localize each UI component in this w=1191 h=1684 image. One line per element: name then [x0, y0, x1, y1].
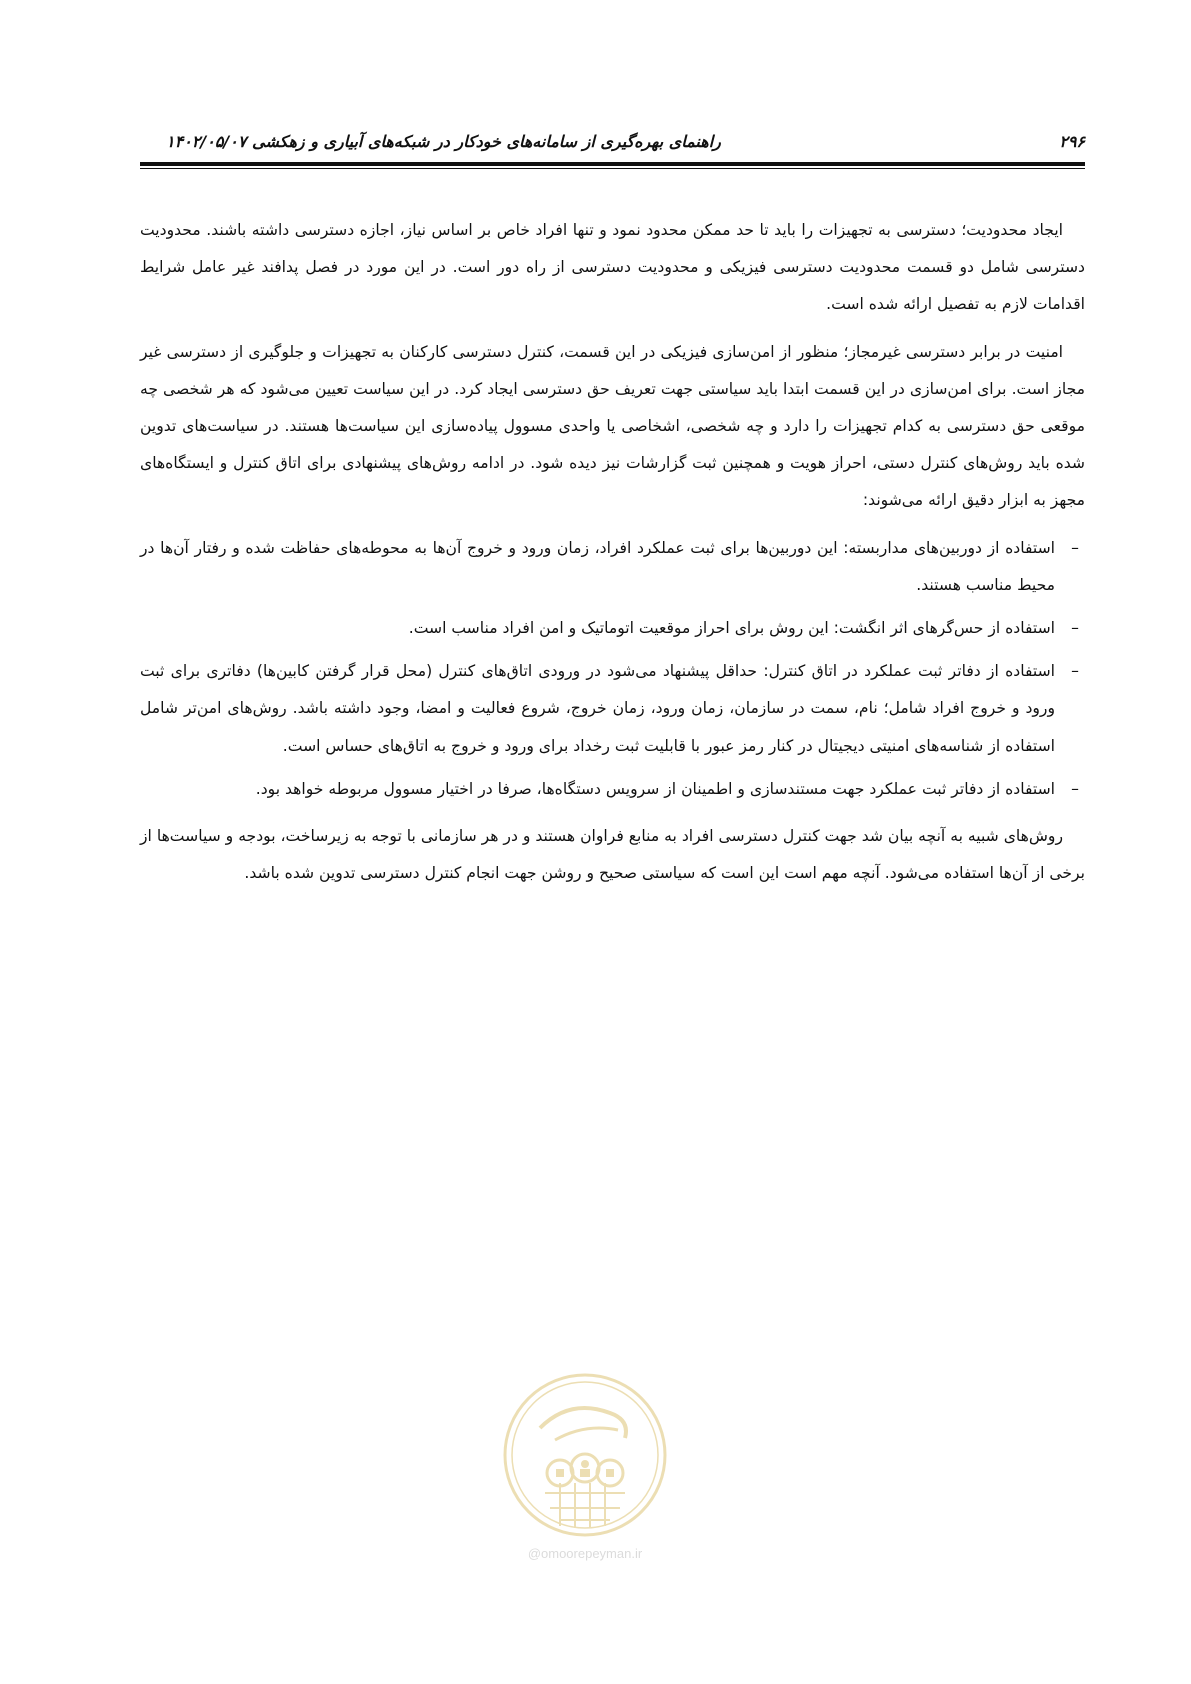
paragraph-access-restriction: ایجاد محدودیت؛ دسترسی به تجهیزات را باید تا حد ممکن محدود نمود و تنها افراد خاص بر اساس نیاز، اجازه دسترسی داشته باشند. محدودیت دسترسی شامل دو قسمت محدودیت دسترسی فیزیکی و محدودیت دسترسی از راه دور است. در این مورد در فصل پدافند غیر عامل شرایط اقدامات لازم به تفصیل ارائه شده است. — [140, 221, 1085, 314]
list-item — [140, 610, 1079, 647]
list-item-text: استفاده از دفاتر ثبت عملکرد جهت مستندسازی و اطمینان از سرویس دستگاه‌ها، صرفا در اختیار مسوول مربوطه خواهد بود. — [255, 779, 1055, 798]
running-title — [140, 132, 721, 151]
list-item — [140, 771, 1079, 808]
list-item-text: استفاده از حس‌گرهای اثر انگشت: این روش برای احراز موقعیت اتوماتیک و امن افراد مناسب است. — [408, 619, 1055, 638]
bullet-list — [140, 530, 1085, 808]
page-header — [140, 128, 1085, 158]
header-rule-thin — [140, 168, 1085, 169]
bullet-dash: – — [1071, 619, 1079, 638]
watermark-handle: @omoorepeyman.ir — [527, 1546, 643, 1561]
list-item-text: استفاده از دفاتر ثبت عملکرد در اتاق کنترل: حداقل پیشنهاد می‌شود در ورودی اتاق‌های کنترل (محل قرار گرفتن کابین‌ها) دفاتری برای ثبت ورود و خروج افراد شامل؛ نام، سمت در سازمان، زمان ورود، زمان خروج، شروع فعالیت و امضا، وجود داشته باشد. روش‌های امن‌تر شامل استفاده از شناسه‌های امنیتی دیجیتال در کنار رمز عبور با قابلیت ثبت رخداد برای ورود و خروج به اتاق‌های حساس است. — [140, 662, 1055, 755]
page-body — [140, 212, 1085, 902]
bullet-dash: – — [1071, 779, 1079, 798]
list-item-text: استفاده از دوربین‌های مداربسته: این دوربین‌ها برای ثبت عملکرد افراد، زمان ورود و خروج آن‌ها به محوطه‌های حفاظت شده و رفتار آن‌ها در محیط مناسب هستند. — [140, 538, 1055, 594]
bullet-dash: – — [1071, 662, 1079, 681]
paragraph-unauthorized-access: امنیت در برابر دسترسی غیرمجاز؛ منظور از امن‌سازی فیزیکی در این قسمت، کنترل دسترسی کارکنان به تجهیزات و جلوگیری از دسترسی غیر مجاز است. برای امن‌سازی در این قسمت ابتدا باید سیاستی جهت تعریف حق دسترسی ایجاد کرد. در این سیاست تعیین می‌شود که هر شخصی چه موقعی حق دسترسی به کدام تجهیزات را دارد و چه شخصی، اشخاصی یا واحدی مسوول پیاده‌سازی این سیاست‌ها هستند. در سیاست‌های تدوین شده باید روش‌های کنترل دستی، احراز هویت و همچنین ثبت گزارشات نیز دیده شود. در ادامه روش‌های پیشنهادی برای اتاق کنترل و ایستگاه‌های مجهز به ابزار دقیق ارائه می‌شوند: — [140, 342, 1085, 510]
header-rule-thick — [140, 162, 1085, 166]
page-number: ۲۹۶ — [1059, 132, 1085, 151]
running-title-text: راهنمای بهره‌گیری از سامانه‌های خودکار در شبکه‌های آبیاری و زهکشی — [252, 132, 721, 151]
paragraph-closing: روش‌های شبیه به آنچه بیان شد جهت کنترل دسترسی افراد به منابع فراوان هستند و در هر سازمانی با توجه به زیرساخت، بودجه و سیاست‌ها از برخی از آن‌ها استفاده می‌شود. آنچه مهم است این است که سیاستی صحیح و روشن جهت انجام کنترل دسترسی تدوین شده باشد. — [140, 827, 1085, 883]
list-item — [140, 530, 1079, 604]
bullet-dash: – — [1071, 538, 1079, 557]
running-title-date: ۱۴۰۲/۰۵/۰۷ — [166, 132, 247, 151]
list-item — [140, 653, 1079, 765]
omoor-peyman-logo-icon — [500, 1368, 670, 1543]
watermark-logo — [500, 1368, 670, 1578]
